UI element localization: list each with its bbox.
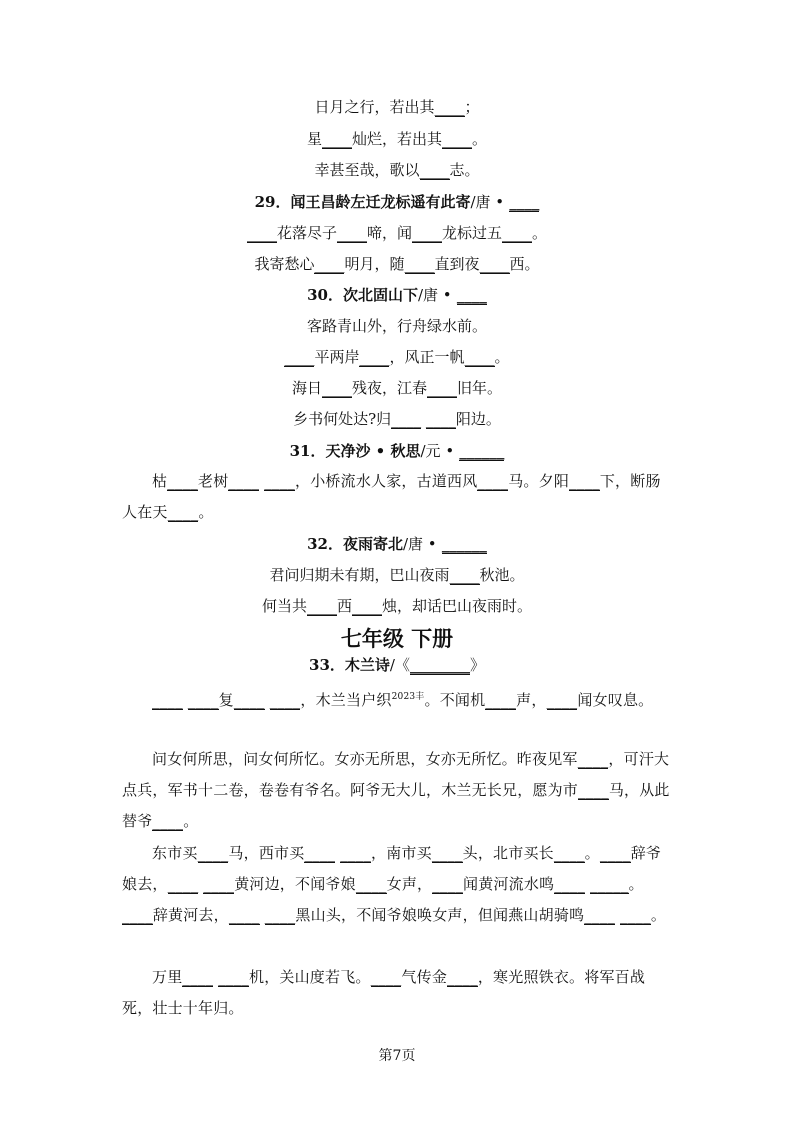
- fill-blank[interactable]: ____: [284, 348, 315, 366]
- verse-text: 。不闻机: [424, 691, 486, 709]
- poem-title: 木兰诗: [344, 656, 390, 674]
- poem-line: [0, 377, 794, 399]
- verse-text: 。: [494, 348, 510, 366]
- verse-text: 乡书何处达?归: [293, 410, 392, 428]
- fill-blank[interactable]: ____: [228, 472, 260, 490]
- fill-blank[interactable]: ____: [203, 875, 235, 893]
- poem-line: [0, 222, 794, 244]
- verse-text: 客路青山外，行舟绿水前。: [306, 317, 487, 335]
- verse-text: 君问归期未有期，巴山夜雨: [269, 566, 450, 584]
- fill-blank[interactable]: ____: [187, 691, 219, 709]
- fill-blank[interactable]: ____: [554, 875, 586, 893]
- verse-text: 东市买: [152, 844, 198, 862]
- verse-text: 。: [183, 812, 199, 830]
- verse-text: 龙标过五: [442, 224, 503, 242]
- verse-text: 啼，闻: [366, 224, 412, 242]
- fill-blank[interactable]: ____: [218, 968, 249, 986]
- fill-blank[interactable]: ____: [502, 224, 533, 242]
- fill-blank[interactable]: ____: [370, 968, 402, 986]
- fill-blank[interactable]: ____: [167, 472, 199, 490]
- verse-text: 平两岸: [314, 348, 360, 366]
- verse-text: 花落尽子: [276, 224, 337, 242]
- fill-blank[interactable]: ____: [352, 597, 382, 615]
- verse-text: 残夜，江春: [351, 379, 427, 397]
- poem-dynasty: /唐 •: [402, 535, 437, 553]
- poem-paragraph: [122, 838, 670, 931]
- verse-text: ，小桥流水人家，古道西风: [295, 472, 478, 490]
- fill-blank[interactable]: ____: [419, 161, 450, 179]
- verse-text: 。: [532, 224, 548, 242]
- fill-blank[interactable]: ____: [264, 906, 296, 924]
- poem-number: 33．: [309, 656, 345, 674]
- verse-text: 秋池。: [479, 566, 525, 584]
- fill-blank[interactable]: ____: [479, 255, 510, 273]
- verse-text: ，风正一帆: [389, 348, 465, 366]
- poem-number: 32．: [307, 535, 343, 553]
- fill-blank[interactable]: ____: [359, 348, 390, 366]
- verse-text: ，寒光照铁衣。将军百战死，壮士十年归。: [122, 968, 646, 1017]
- verse-text: 旧年。: [457, 379, 503, 397]
- fill-blank[interactable]: ____: [246, 224, 277, 242]
- verse-text: 声，: [516, 691, 547, 709]
- fill-blank[interactable]: ____: [306, 597, 337, 615]
- verse-text: 辞爷娘去，: [122, 844, 662, 893]
- verse-text: 何当共: [261, 597, 307, 615]
- verse-text: 枯: [152, 472, 168, 490]
- verse-text: 星: [306, 130, 322, 148]
- verse-text: [265, 691, 270, 709]
- fill-blank[interactable]: ____: [264, 472, 296, 490]
- poem-paragraph: [122, 466, 670, 528]
- fill-blank[interactable]: ____: [167, 875, 199, 893]
- fill-blank[interactable]: ____: [449, 566, 480, 584]
- fill-blank[interactable]: ____: [412, 224, 442, 242]
- verse-text: 日月之行，若出其: [314, 98, 435, 116]
- author-blank[interactable]: ____: [456, 286, 487, 304]
- verse-text: 我寄愁心: [254, 255, 315, 273]
- poem-number: 30．: [307, 286, 343, 304]
- poem-title: 次北固山下: [342, 286, 418, 304]
- poem-paragraph: [122, 962, 670, 1024]
- poem-line: [0, 564, 794, 586]
- fill-blank[interactable]: ____: [599, 844, 631, 862]
- fill-blank[interactable]: ____: [304, 844, 336, 862]
- verse-text: 阳边。: [455, 410, 501, 428]
- fill-blank[interactable]: ____: [197, 844, 229, 862]
- fill-blank[interactable]: ____: [269, 691, 301, 709]
- fill-blank[interactable]: ____: [152, 812, 184, 830]
- verse-text: 幸甚至哉，歌以: [314, 161, 420, 179]
- verse-text: 万里: [152, 968, 183, 986]
- fill-blank[interactable]: ____: [569, 472, 600, 490]
- verse-text: 烛，却话巴山夜雨时。: [382, 597, 533, 615]
- verse-text: 明月，随: [344, 255, 405, 273]
- verse-text: ，可汗大点兵，军书十二卷，卷卷有爷名。阿爷无大儿，木兰无长兄，愿为市: [122, 750, 670, 799]
- poem-line: [0, 315, 794, 337]
- poem-paragraph: [122, 682, 670, 716]
- fill-blank[interactable]: ____: [228, 906, 260, 924]
- verse-text: 。: [584, 844, 600, 862]
- author-blank[interactable]: ____: [509, 193, 540, 211]
- fill-blank[interactable]: ____: [152, 691, 183, 709]
- fill-blank[interactable]: ____: [427, 379, 457, 397]
- verse-text: 问女何所思，问女何所忆。女亦无所思，女亦无所忆。昨夜见军: [152, 750, 578, 768]
- fill-blank[interactable]: ____: [340, 844, 372, 862]
- verse-text: 闻黄河流水鸣: [463, 875, 555, 893]
- verse-text: 。: [198, 503, 214, 521]
- poem-line: [0, 253, 794, 275]
- verse-text: 直到夜: [434, 255, 480, 273]
- fill-blank[interactable]: ____: [434, 98, 465, 116]
- verse-text: ，南市买: [371, 844, 432, 862]
- fill-blank[interactable]: ____: [167, 503, 199, 521]
- poem-line: [0, 96, 794, 118]
- poem-dynasty: /唐 •: [470, 193, 505, 211]
- fill-blank[interactable]: ____: [404, 255, 435, 273]
- verse-text: 复: [218, 691, 234, 709]
- fill-blank[interactable]: ____: [391, 410, 422, 428]
- fill-blank[interactable]: ____: [336, 224, 367, 242]
- poem-line: [0, 159, 794, 181]
- poem-line: [0, 595, 794, 617]
- fill-blank[interactable]: ____: [321, 379, 352, 397]
- fill-blank[interactable]: ____: [464, 348, 495, 366]
- poem-dynasty: /《: [389, 656, 410, 674]
- fill-blank[interactable]: ____: [321, 130, 352, 148]
- fill-blank[interactable]: ____: [314, 255, 345, 273]
- poem-title: 闻王昌龄左迁龙标遥有此寄: [290, 193, 471, 211]
- fill-blank[interactable]: ____: [620, 906, 651, 924]
- fill-blank[interactable]: ____: [432, 875, 464, 893]
- fill-blank[interactable]: ____: [578, 781, 609, 799]
- poem-line: [0, 346, 794, 368]
- verse-text: 西。: [509, 255, 540, 273]
- fill-blank[interactable]: ____: [584, 906, 616, 924]
- fill-blank[interactable]: ____: [577, 750, 609, 768]
- poem-number: 29．: [254, 193, 291, 211]
- verse-text: 黄河边，不闻爷娘: [234, 875, 356, 893]
- page-number: 第7页: [378, 1048, 416, 1064]
- watermark-mark: 2023丰: [391, 692, 425, 702]
- fill-blank[interactable]: ____: [122, 906, 153, 924]
- poem-dynasty: 》: [469, 656, 485, 674]
- verse-text: 马。夕阳: [508, 472, 570, 490]
- verse-text: 马，从此替爷: [122, 781, 670, 830]
- poem-dynasty: /唐 •: [417, 286, 452, 304]
- fill-blank[interactable]: ____: [447, 968, 478, 986]
- verse-text: 西: [336, 597, 352, 615]
- verse-text: 马，西市买: [228, 844, 305, 862]
- poem-title-31: [0, 440, 794, 462]
- fill-blank[interactable]: ____: [233, 691, 265, 709]
- fill-blank[interactable]: _: [620, 875, 629, 893]
- verse-text: 气传金: [401, 968, 448, 986]
- verse-text: ，木兰当户织: [300, 691, 392, 709]
- verse-text: 。: [472, 130, 488, 148]
- poem-line: [0, 128, 794, 150]
- fill-blank[interactable]: ____: [442, 130, 472, 148]
- poem-paragraph: [122, 744, 670, 837]
- author-blank[interactable]: ______: [441, 535, 487, 553]
- verse-text: 志。: [449, 161, 480, 179]
- fill-blank[interactable]: ____: [477, 472, 509, 490]
- verse-text: 女声，: [386, 875, 433, 893]
- verse-text: ；: [464, 98, 480, 116]
- verse-text: [260, 906, 265, 924]
- fill-blank[interactable]: ____: [485, 691, 517, 709]
- source-blank[interactable]: ________: [409, 656, 470, 674]
- fill-blank[interactable]: ____: [425, 410, 456, 428]
- poem-title: 夜雨寄北: [342, 535, 403, 553]
- author-blank[interactable]: ______: [459, 442, 505, 460]
- poem-title-33: [0, 654, 794, 676]
- section-heading: 七年级 下册: [340, 627, 454, 651]
- verse-text: 海日: [291, 379, 322, 397]
- verse-text: 。: [650, 906, 667, 924]
- fill-blank[interactable]: ____: [546, 691, 578, 709]
- verse-text: 头，北市买长: [462, 844, 554, 862]
- poem-title-29: [0, 191, 794, 213]
- poem-number: 31．: [289, 442, 326, 460]
- fill-blank[interactable]: ____: [182, 968, 214, 986]
- verse-text: 下，断肠人在天: [122, 472, 661, 521]
- fill-blank[interactable]: ____: [553, 844, 585, 862]
- verse-text: 老树: [198, 472, 229, 490]
- verse-text: 机，关山度若飞。: [249, 968, 371, 986]
- verse-text: 闻女叹息。: [577, 691, 654, 709]
- poem-title-30: [0, 284, 794, 306]
- fill-blank[interactable]: ____: [431, 844, 463, 862]
- verse-text: 灿烂，若出其: [351, 130, 442, 148]
- verse-text: 黑山头，不闻爷娘唤女声，但闻燕山胡骑鸣: [295, 906, 585, 924]
- poem-title-32: [0, 533, 794, 555]
- poem-dynasty: /元 •: [420, 442, 455, 460]
- poem-title: 天净沙 • 秋思: [325, 442, 421, 460]
- verse-text: 辞黄河去，: [152, 906, 229, 924]
- poem-line: [0, 408, 794, 430]
- fill-blank[interactable]: ____: [355, 875, 387, 893]
- verse-text: 。: [628, 875, 644, 893]
- fill-blank[interactable]: ____: [590, 875, 621, 893]
